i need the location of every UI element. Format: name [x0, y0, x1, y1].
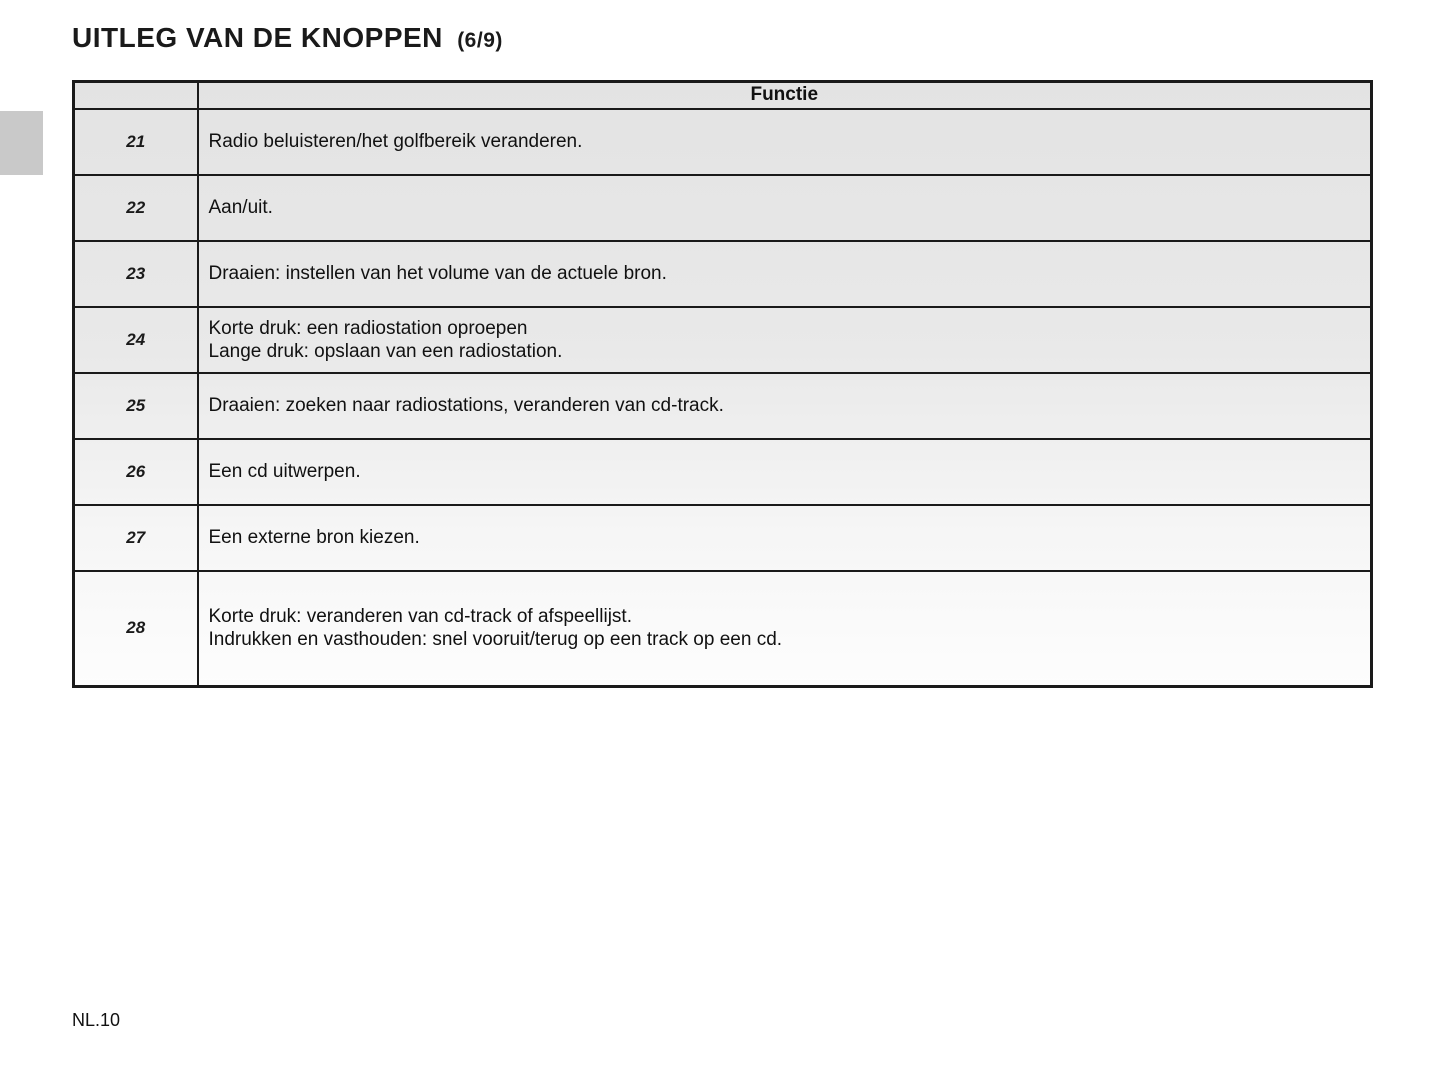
function-text-line: Aan/uit. [208, 197, 273, 218]
table-row [74, 571, 1372, 687]
button-function [198, 571, 1372, 687]
button-number: 22 [74, 175, 198, 241]
page-title-text: UITLEG VAN DE KNOPPEN [72, 22, 443, 53]
table-row [74, 439, 1372, 505]
button-function [198, 373, 1372, 439]
button-function [198, 109, 1372, 175]
button-function [198, 241, 1372, 307]
function-text-line: Een externe bron kiezen. [208, 527, 420, 548]
page-title [72, 22, 503, 54]
function-text-line: Indrukken en vasthouden: snel vooruit/terug op een track op een cd. [208, 629, 783, 651]
function-text-line: Korte druk: een radiostation oproepen [208, 317, 528, 339]
function-text-line: Lange druk: opslaan van een radiostation. [208, 340, 563, 362]
table-row [74, 505, 1372, 571]
functions-table [72, 80, 1373, 688]
number-column-header [74, 82, 198, 109]
function-text-line: Een cd uitwerpen. [208, 461, 361, 482]
table-row [74, 175, 1372, 241]
function-column-header: Functie [198, 82, 1372, 109]
button-number: 27 [74, 505, 198, 571]
page-title-pagination: (6/9) [457, 29, 503, 52]
button-number: 26 [74, 439, 198, 505]
table-row [74, 241, 1372, 307]
button-number: 28 [74, 571, 198, 687]
button-number: 21 [74, 109, 198, 175]
table-row [74, 307, 1372, 373]
button-function [198, 505, 1372, 571]
function-text-line: Radio beluisteren/het golfbereik veranderen. [208, 131, 583, 152]
button-function [198, 307, 1372, 373]
function-text-line: Draaien: instellen van het volume van de actuele bron. [208, 263, 667, 284]
button-function [198, 439, 1372, 505]
table-row [74, 373, 1372, 439]
function-text-line: Draaien: zoeken naar radiostations, veranderen van cd-track. [208, 395, 724, 416]
function-text-line: Korte druk: veranderen van cd-track of afspeellijst. [208, 606, 632, 628]
button-function [198, 175, 1372, 241]
button-number: 23 [74, 241, 198, 307]
page-number: NL.10 [72, 1010, 121, 1030]
section-tab-marker [0, 111, 43, 175]
table-row [74, 109, 1372, 175]
table-header-row [74, 82, 1372, 109]
button-number: 24 [74, 307, 198, 373]
button-number: 25 [74, 373, 198, 439]
